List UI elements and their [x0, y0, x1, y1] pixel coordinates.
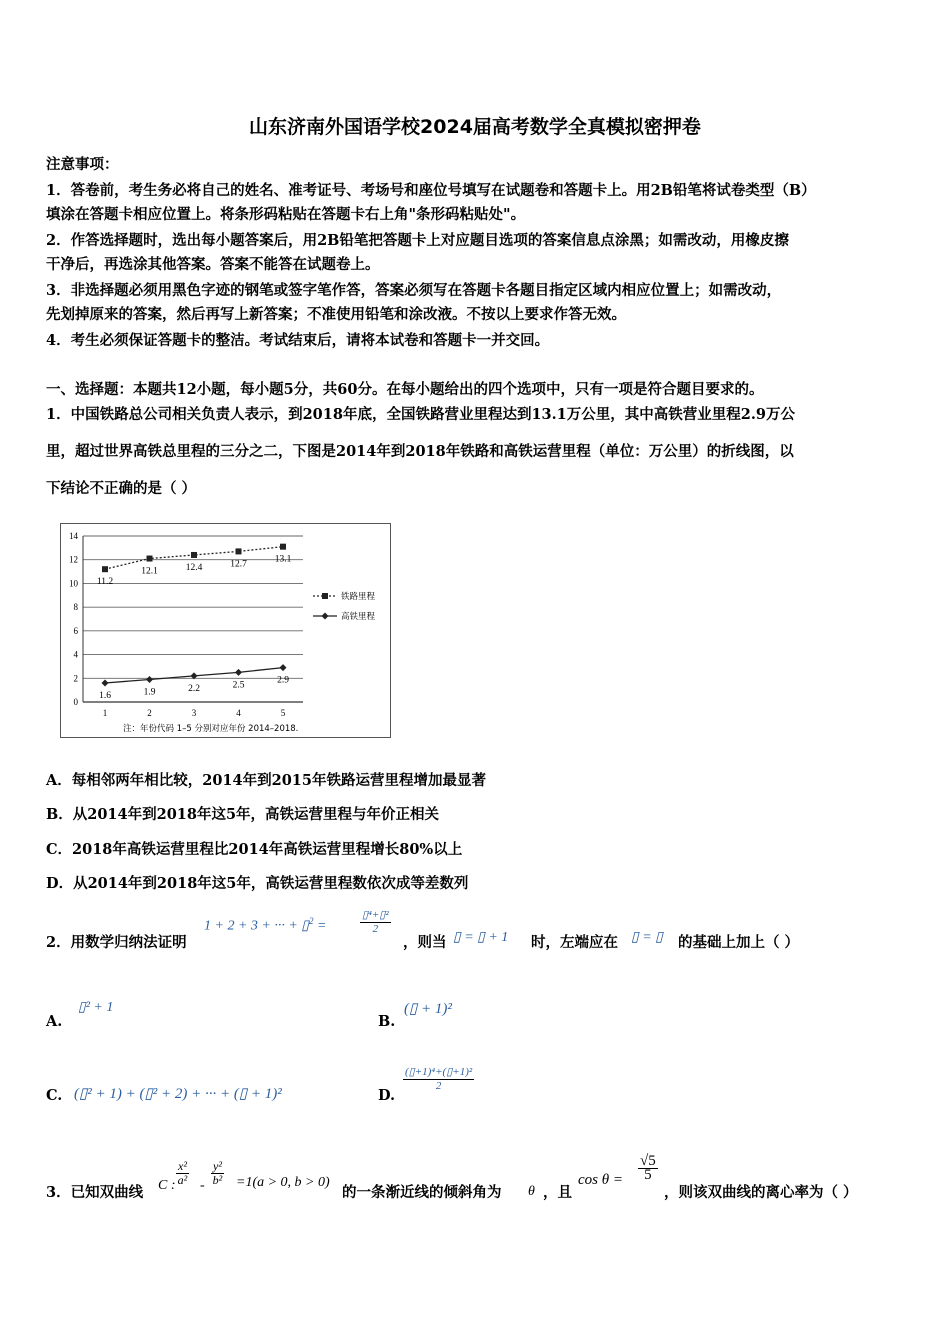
- y-tick-label: 10: [69, 578, 78, 589]
- data-point: [235, 669, 242, 676]
- q2-lhs: 1 + 2 + 3 + ··· + ▯$^2$ =: [204, 916, 327, 934]
- page-title: 山东济南外国语学校2024届高考数学全真模拟密押卷: [249, 116, 701, 138]
- chart-note: 注：年份代码 1–5 分别对应年份 2014–2018.: [123, 724, 299, 734]
- legend-marker: [322, 593, 328, 599]
- legend-label: 高铁里程: [341, 612, 376, 622]
- data-label: 12.7: [230, 559, 247, 570]
- q2-option-c[interactable]: (▯² + 1) + (▯² + 2) + ··· + (▯ + 1)²: [74, 1086, 282, 1102]
- q3-curve-name: C :: [158, 1178, 176, 1193]
- x-tick-label: 5: [280, 708, 286, 718]
- q3-text-and: ，且: [543, 1184, 572, 1201]
- x-tick-label: 4: [236, 708, 241, 718]
- q2-prefix: 2．用数学归纳法证明: [46, 934, 187, 951]
- q3-cos: cos θ =: [578, 1172, 623, 1188]
- notice-line: 2．作答选择题时，选出每小题答案后，用2B铅笔把答题卡上对应题目选项的答案信息点涂黑；如需改动，用橡皮擦: [46, 232, 789, 249]
- data-label: 11.2: [96, 577, 114, 588]
- legend-marker: [322, 613, 329, 620]
- y-tick-label: 2: [73, 673, 78, 684]
- data-label: 2.2: [188, 683, 200, 694]
- data-point: [191, 552, 197, 558]
- q2-option-b[interactable]: (▯ + 1)²: [404, 1001, 452, 1017]
- data-point: [147, 556, 153, 562]
- data-point: [280, 544, 286, 550]
- y-tick-label: 12: [69, 554, 78, 565]
- data-point: [236, 548, 242, 554]
- notice-heading: 注意事项：: [46, 156, 119, 173]
- q3-cos-frac: $\frac{√5}{5}$: [640, 1153, 656, 1183]
- q3-minus: -: [200, 1178, 205, 1193]
- data-label: 13.1: [274, 554, 292, 565]
- notice-line: 填涂在答题卡相应位置上。将条形码粘贴在答题卡右上角"条形码粘贴处"。: [46, 206, 526, 223]
- data-label: 1.6: [99, 691, 111, 702]
- y-tick-label: 6: [73, 625, 78, 636]
- chart-svg: [61, 524, 392, 739]
- q2-text-when: ，则当: [403, 934, 447, 951]
- data-point: [280, 664, 287, 671]
- q3-condition: =1(a > 0, b > 0): [236, 1175, 330, 1190]
- line-chart: [60, 523, 391, 738]
- legend-label: 铁路里程: [341, 592, 376, 602]
- q2-option-c-label[interactable]: C.: [46, 1087, 63, 1104]
- q3-text-mid: 的一条渐近线的倾斜角为: [342, 1184, 502, 1201]
- data-label: 1.9: [143, 687, 156, 698]
- q1-line: 下结论不正确的是（ ）: [46, 480, 197, 497]
- y-tick-label: 0: [73, 697, 78, 707]
- data-label: 2.5: [232, 680, 245, 691]
- q2-option-a[interactable]: ▯² + 1: [78, 1000, 114, 1015]
- q2-cond2: ▯ = ▯: [631, 930, 663, 945]
- q3-theta: θ: [528, 1184, 535, 1199]
- q2-option-d[interactable]: $\frac{\text{(▯+1)⁴+(▯+1)²}}{2}$: [405, 1066, 473, 1092]
- notice-line: 1．答卷前，考生务必将自己的姓名、准考证号、考场号和座位号填写在试题卷和答题卡上。用2B铅笔将试卷类型（B）: [46, 182, 816, 199]
- q1-line: 里，超过世界高铁总里程的三分之二，下图是2014年到2018年铁路和高铁运营里程（单位：万公里）的折线图，以: [46, 443, 794, 460]
- y-tick-label: 14: [69, 531, 78, 541]
- q1-option-c[interactable]: C．2018年高铁运营里程比2014年高铁运营里程增长80%以上: [46, 841, 463, 858]
- q3-suffix: ，则该双曲线的离心率为（ ）: [664, 1184, 858, 1201]
- q2-option-a-label[interactable]: A.: [46, 1013, 63, 1030]
- q2-rhs: $\frac{\text{▯⁴+▯²}}{2}$: [362, 909, 389, 935]
- q2-text-left: 时，左端应在: [531, 934, 618, 951]
- q2-suffix: 的基础上加上（ ）: [678, 934, 800, 951]
- notice-line: 先划掉原来的答案，然后再写上新答案；不准使用铅笔和涂改液。不按以上要求作答无效。: [46, 306, 626, 323]
- data-point: [102, 680, 109, 687]
- notice-line: 3．非选择题必须用黑色字迹的钢笔或签字笔作答，答案必须写在答题卡各题目指定区域内相应位置上；如需改动，: [46, 282, 782, 299]
- x-tick-label: 3: [191, 708, 197, 718]
- q1-option-a[interactable]: A．每相邻两年相比较，2014年到2015年铁路运营里程增加最显著: [46, 772, 486, 789]
- q1-line: 1．中国铁路总公司相关负责人表示，到2018年底，全国铁路营业里程达到13.1万公里，其中高铁营业里程2.9万公: [46, 406, 795, 423]
- data-label: 2.9: [277, 675, 289, 686]
- data-point: [146, 676, 153, 683]
- x-tick-label: 2: [147, 708, 152, 718]
- y-tick-label: 8: [73, 602, 78, 613]
- y-tick-label: 4: [73, 649, 78, 660]
- q1-option-b[interactable]: B．从2014年到2018年这5年，高铁运营里程与年价正相关: [46, 806, 440, 823]
- notice-line: 4．考生必须保证答题卡的整洁。考试结束后，请将本试卷和答题卡一并交回。: [46, 332, 550, 349]
- q2-cond: ▯ = ▯ + 1: [453, 930, 509, 945]
- q3-prefix: 3．已知双曲线: [46, 1184, 144, 1201]
- notice-line: 干净后，再选涂其他答案。答案不能答在试题卷上。: [46, 256, 380, 273]
- q2-option-b-label[interactable]: B.: [378, 1013, 396, 1030]
- q3-y-frac: $\frac{\text{y²}}{\text{b²}}$: [212, 1159, 223, 1187]
- x-tick-label: 1: [102, 708, 108, 718]
- q2-option-d-label[interactable]: D.: [378, 1087, 396, 1104]
- data-point: [102, 566, 108, 572]
- data-label: 12.1: [141, 566, 158, 577]
- section-heading: 一、选择题：本题共12小题，每小题5分，共60分。在每小题给出的四个选项中，只有一项是符合题目要求的。: [46, 381, 764, 398]
- q3-x-frac: $\frac{\text{x²}}{\text{a²}}$: [177, 1159, 188, 1187]
- q1-option-d[interactable]: D．从2014年到2018年这5年，高铁运营里程数依次成等差数列: [46, 875, 469, 892]
- data-label: 12.4: [185, 562, 203, 573]
